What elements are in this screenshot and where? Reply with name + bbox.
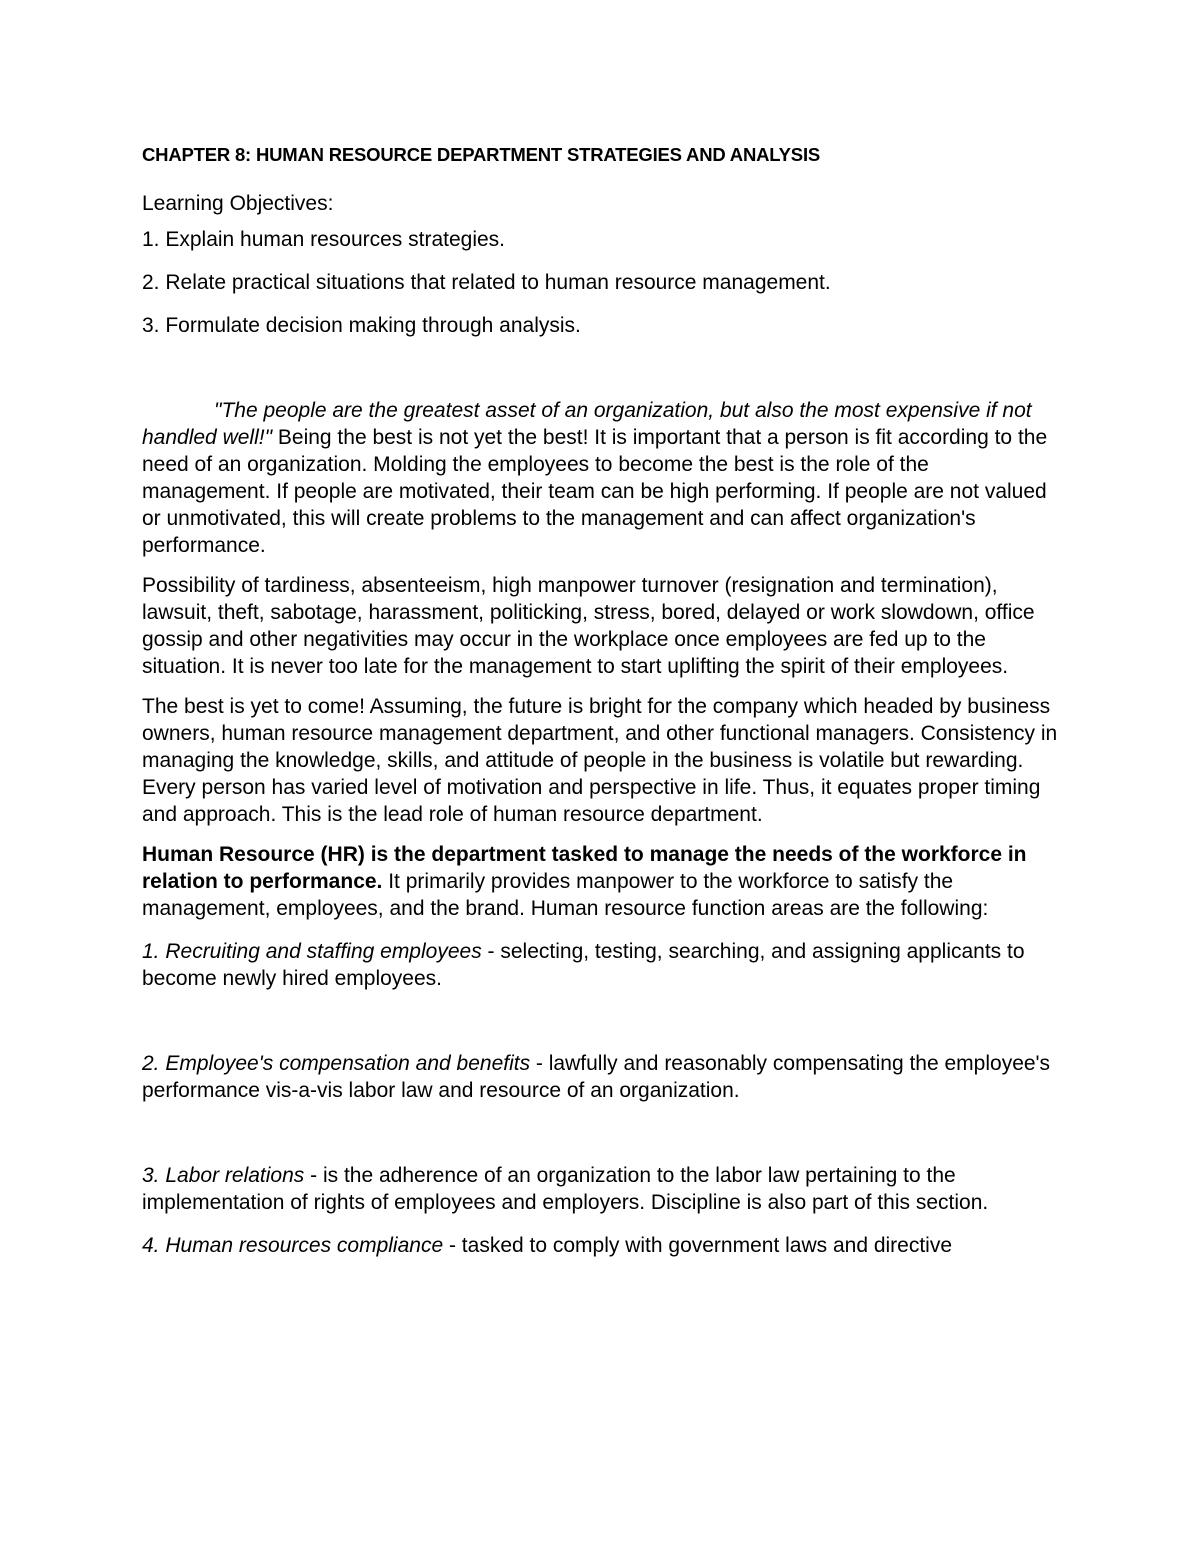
- hr-function-desc: - selecting, testing, searching, and assigning applicants to become newly hired employees.: [142, 940, 1025, 990]
- best-yet-paragraph: The best is yet to come! Assuming, the future is bright for the company which headed by business owners, human resource management department, and other functional managers. Consistency in managing the knowledge, skills, and attitude of people in the business is volatile but rewarding. Every person has varied level of motivation and perspective in life. Thus, it equates proper timing and approach. This is the lead role of human resource department.: [142, 695, 1058, 826]
- hr-function-term: 4. Human resources compliance: [142, 1234, 444, 1257]
- hr-function-term: 3. Labor relations: [142, 1164, 305, 1187]
- objective-item: 2. Relate practical situations that related to human resource management.: [142, 271, 831, 294]
- intro-quote: "The people are the greatest asset of an organization, but also the most expensive if not handled well!": [142, 399, 1032, 449]
- intro-text: Being the best is not yet the best! It is important that a person is fit according to the need of an organization. Molding the employees to become the best is the role of the management. If people are motivated, their team can be high performing. If people are not valued or unmotivated, this will create problems to the management and can affect organization's performance.: [142, 426, 1048, 557]
- hr-function-item: [142, 1232, 1062, 1259]
- hr-function-item: [142, 1050, 1062, 1104]
- hr-function-desc: - is the adherence of an organization to the labor law pertaining to the implementation of rights of employees and employers. Discipline is also part of this section.: [142, 1164, 989, 1214]
- chapter-title: CHAPTER 8: HUMAN RESOURCE DEPARTMENT STRATEGIES AND ANALYSIS: [142, 144, 821, 165]
- document-body: [142, 140, 1062, 1259]
- learning-objectives-heading: Learning Objectives:: [142, 192, 334, 215]
- hr-function-item: [142, 938, 1062, 992]
- hr-definition-bold: Human Resource (HR) is the department tasked to manage the needs of the workforce in relation to performance.: [142, 843, 1027, 893]
- hr-definition-paragraph: [142, 841, 1062, 922]
- hr-function-item: [142, 1162, 1062, 1216]
- negativities-paragraph: Possibility of tardiness, absenteeism, high manpower turnover (resignation and termination), lawsuit, theft, sabotage, harassment, politicking, stress, bored, delayed or work slowdown, office gossip and other negativities may occur in the workplace once employees are fed up to the situation. It is never too late for the management to start uplifting the spirit of their employees.: [142, 574, 1035, 678]
- hr-definition-text: It primarily provides manpower to the workforce to satisfy the management, employees, and the brand. Human resource function areas are the following:: [142, 870, 989, 920]
- objective-item: 3. Formulate decision making through analysis.: [142, 314, 581, 337]
- hr-function-term: 2. Employee's compensation and benefits: [142, 1052, 531, 1075]
- objective-item: 1. Explain human resources strategies.: [142, 228, 506, 251]
- hr-function-term: 1. Recruiting and staffing employees: [142, 940, 482, 963]
- hr-function-desc: - tasked to comply with government laws and directive: [443, 1234, 953, 1257]
- hr-function-desc: - lawfully and reasonably compensating the employee's performance vis-a-vis labor law and resource of an organization.: [142, 1052, 1051, 1102]
- intro-paragraph: [142, 397, 1062, 559]
